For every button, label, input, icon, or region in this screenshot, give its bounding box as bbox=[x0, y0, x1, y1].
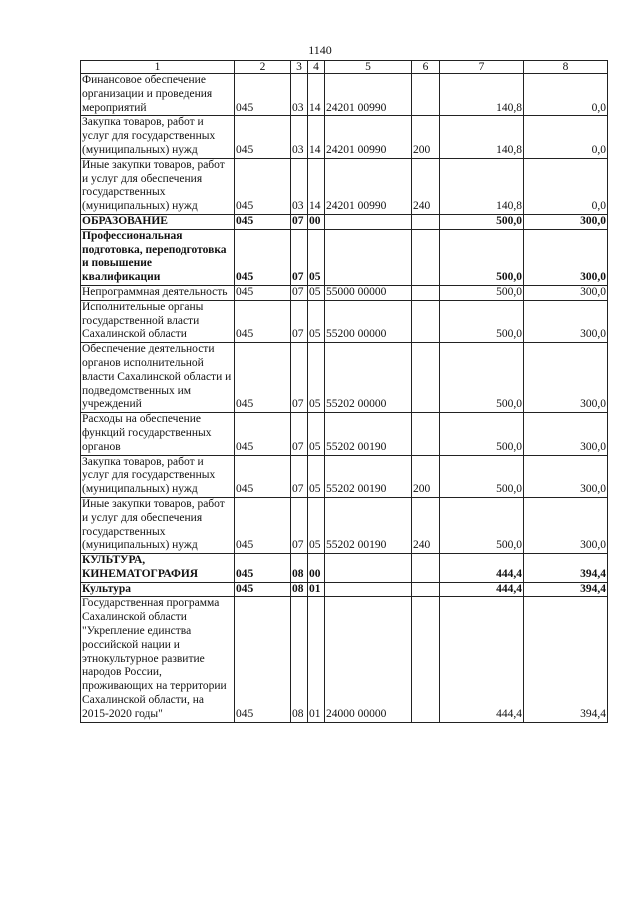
table-row bbox=[81, 285, 608, 300]
expense-type-cell bbox=[412, 285, 440, 300]
header-cell: 3 bbox=[291, 61, 308, 74]
section-cell: 03 bbox=[291, 158, 308, 214]
ved-cell: 045 bbox=[235, 343, 291, 413]
expense-type-cell: 200 bbox=[412, 455, 440, 497]
row-name-cell: Расходы на обеспечение функций государственных органов bbox=[81, 413, 235, 455]
amount-1-cell: 140,8 bbox=[440, 74, 524, 116]
row-name-cell: КУЛЬТУРА, КИНЕМАТОГРАФИЯ bbox=[81, 554, 235, 583]
target-article-cell: 24201 00990 bbox=[325, 116, 412, 158]
table-row bbox=[81, 497, 608, 553]
section-cell: 08 bbox=[291, 597, 308, 722]
target-article-cell: 55202 00190 bbox=[325, 455, 412, 497]
section-cell: 07 bbox=[291, 497, 308, 553]
budget-table bbox=[80, 60, 608, 723]
subsection-cell: 05 bbox=[308, 300, 325, 342]
section-cell: 07 bbox=[291, 229, 308, 285]
ved-cell: 045 bbox=[235, 413, 291, 455]
section-cell: 08 bbox=[291, 554, 308, 583]
subsection-cell: 14 bbox=[308, 74, 325, 116]
expense-type-cell bbox=[412, 343, 440, 413]
amount-2-cell: 394,4 bbox=[524, 582, 608, 597]
expense-type-cell bbox=[412, 582, 440, 597]
amount-1-cell: 500,0 bbox=[440, 214, 524, 229]
subsection-cell: 05 bbox=[308, 497, 325, 553]
amount-2-cell: 300,0 bbox=[524, 214, 608, 229]
table-row bbox=[81, 74, 608, 116]
amount-1-cell: 500,0 bbox=[440, 497, 524, 553]
header-cell: 7 bbox=[440, 61, 524, 74]
expense-type-cell bbox=[412, 229, 440, 285]
amount-1-cell: 444,4 bbox=[440, 597, 524, 722]
ved-cell: 045 bbox=[235, 554, 291, 583]
amount-2-cell: 300,0 bbox=[524, 497, 608, 553]
amount-2-cell: 0,0 bbox=[524, 158, 608, 214]
row-name-cell: Финансовое обеспечение организации и проведения мероприятий bbox=[81, 74, 235, 116]
header-cell: 6 bbox=[412, 61, 440, 74]
table-row bbox=[81, 343, 608, 413]
amount-2-cell: 300,0 bbox=[524, 455, 608, 497]
ved-cell: 045 bbox=[235, 497, 291, 553]
amount-2-cell: 300,0 bbox=[524, 343, 608, 413]
table-row bbox=[81, 597, 608, 722]
ved-cell: 045 bbox=[235, 582, 291, 597]
target-article-cell: 24201 00990 bbox=[325, 158, 412, 214]
section-cell: 07 bbox=[291, 214, 308, 229]
expense-type-cell: 200 bbox=[412, 116, 440, 158]
ved-cell: 045 bbox=[235, 229, 291, 285]
row-name-cell: Закупка товаров, работ и услуг для государственных (муниципальных) нужд bbox=[81, 455, 235, 497]
section-cell: 03 bbox=[291, 116, 308, 158]
subsection-cell: 00 bbox=[308, 214, 325, 229]
target-article-cell: 55200 00000 bbox=[325, 300, 412, 342]
row-name-cell: Культура bbox=[81, 582, 235, 597]
page-number: 1140 bbox=[308, 43, 332, 57]
amount-1-cell: 500,0 bbox=[440, 413, 524, 455]
target-article-cell: 55000 00000 bbox=[325, 285, 412, 300]
subsection-cell: 00 bbox=[308, 554, 325, 583]
ved-cell: 045 bbox=[235, 158, 291, 214]
amount-1-cell: 500,0 bbox=[440, 300, 524, 342]
header-cell: 1 bbox=[81, 61, 235, 74]
subsection-cell: 01 bbox=[308, 582, 325, 597]
subsection-cell: 05 bbox=[308, 413, 325, 455]
table-row bbox=[81, 582, 608, 597]
section-cell: 07 bbox=[291, 343, 308, 413]
table-row bbox=[81, 214, 608, 229]
header-cell: 4 bbox=[308, 61, 325, 74]
amount-1-cell: 500,0 bbox=[440, 285, 524, 300]
table-row bbox=[81, 116, 608, 158]
target-article-cell: 24201 00990 bbox=[325, 74, 412, 116]
ved-cell: 045 bbox=[235, 116, 291, 158]
amount-1-cell: 500,0 bbox=[440, 343, 524, 413]
amount-1-cell: 444,4 bbox=[440, 582, 524, 597]
amount-1-cell: 500,0 bbox=[440, 455, 524, 497]
subsection-cell: 05 bbox=[308, 285, 325, 300]
subsection-cell: 01 bbox=[308, 597, 325, 722]
target-article-cell: 55202 00000 bbox=[325, 343, 412, 413]
amount-2-cell: 0,0 bbox=[524, 74, 608, 116]
expense-type-cell bbox=[412, 554, 440, 583]
expense-type-cell bbox=[412, 413, 440, 455]
table-row bbox=[81, 300, 608, 342]
expense-type-cell bbox=[412, 214, 440, 229]
target-article-cell bbox=[325, 214, 412, 229]
expense-type-cell bbox=[412, 74, 440, 116]
amount-2-cell: 300,0 bbox=[524, 229, 608, 285]
subsection-cell: 14 bbox=[308, 116, 325, 158]
header-cell: 5 bbox=[325, 61, 412, 74]
target-article-cell: 55202 00190 bbox=[325, 413, 412, 455]
row-name-cell: Исполнительные органы государственной власти Сахалинской области bbox=[81, 300, 235, 342]
row-name-cell: Иные закупки товаров, работ и услуг для обеспечения государственных (муниципальных) нужд bbox=[81, 158, 235, 214]
amount-2-cell: 0,0 bbox=[524, 116, 608, 158]
amount-2-cell: 300,0 bbox=[524, 285, 608, 300]
subsection-cell: 14 bbox=[308, 158, 325, 214]
subsection-cell: 05 bbox=[308, 343, 325, 413]
ved-cell: 045 bbox=[235, 455, 291, 497]
subsection-cell: 05 bbox=[308, 455, 325, 497]
header-cell: 8 bbox=[524, 61, 608, 74]
amount-1-cell: 444,4 bbox=[440, 554, 524, 583]
row-name-cell: Профессиональная подготовка, переподготовка и повышение квалификации bbox=[81, 229, 235, 285]
ved-cell: 045 bbox=[235, 214, 291, 229]
row-name-cell: Закупка товаров, работ и услуг для государственных (муниципальных) нужд bbox=[81, 116, 235, 158]
row-name-cell: Непрограммная деятельность bbox=[81, 285, 235, 300]
section-cell: 07 bbox=[291, 300, 308, 342]
header-cell: 2 bbox=[235, 61, 291, 74]
expense-type-cell: 240 bbox=[412, 497, 440, 553]
section-cell: 07 bbox=[291, 455, 308, 497]
row-name-cell: Иные закупки товаров, работ и услуг для обеспечения государственных (муниципальных) нужд bbox=[81, 497, 235, 553]
amount-2-cell: 394,4 bbox=[524, 597, 608, 722]
row-name-cell: Государственная программа Сахалинской области "Укрепление единства российской нации и этнокультурное развитие народов России, проживающих на территории Сахалинской области, на 2015-2020 годы" bbox=[81, 597, 235, 722]
row-name-cell: ОБРАЗОВАНИЕ bbox=[81, 214, 235, 229]
section-cell: 08 bbox=[291, 582, 308, 597]
ved-cell: 045 bbox=[235, 597, 291, 722]
amount-1-cell: 140,8 bbox=[440, 158, 524, 214]
target-article-cell: 24000 00000 bbox=[325, 597, 412, 722]
amount-1-cell: 500,0 bbox=[440, 229, 524, 285]
table-row bbox=[81, 455, 608, 497]
table-row bbox=[81, 554, 608, 583]
section-cell: 07 bbox=[291, 413, 308, 455]
target-article-cell bbox=[325, 582, 412, 597]
target-article-cell bbox=[325, 229, 412, 285]
amount-2-cell: 394,4 bbox=[524, 554, 608, 583]
ved-cell: 045 bbox=[235, 74, 291, 116]
section-cell: 03 bbox=[291, 74, 308, 116]
amount-1-cell: 140,8 bbox=[440, 116, 524, 158]
section-cell: 07 bbox=[291, 285, 308, 300]
expense-type-cell: 240 bbox=[412, 158, 440, 214]
target-article-cell: 55202 00190 bbox=[325, 497, 412, 553]
ved-cell: 045 bbox=[235, 285, 291, 300]
ved-cell: 045 bbox=[235, 300, 291, 342]
row-name-cell: Обеспечение деятельности органов исполнительной власти Сахалинской области и подведомственных им учреждений bbox=[81, 343, 235, 413]
table-row bbox=[81, 413, 608, 455]
table-row bbox=[81, 158, 608, 214]
table-header-row bbox=[81, 61, 608, 74]
target-article-cell bbox=[325, 554, 412, 583]
amount-2-cell: 300,0 bbox=[524, 413, 608, 455]
expense-type-cell bbox=[412, 597, 440, 722]
expense-type-cell bbox=[412, 300, 440, 342]
table-row bbox=[81, 229, 608, 285]
amount-2-cell: 300,0 bbox=[524, 300, 608, 342]
subsection-cell: 05 bbox=[308, 229, 325, 285]
